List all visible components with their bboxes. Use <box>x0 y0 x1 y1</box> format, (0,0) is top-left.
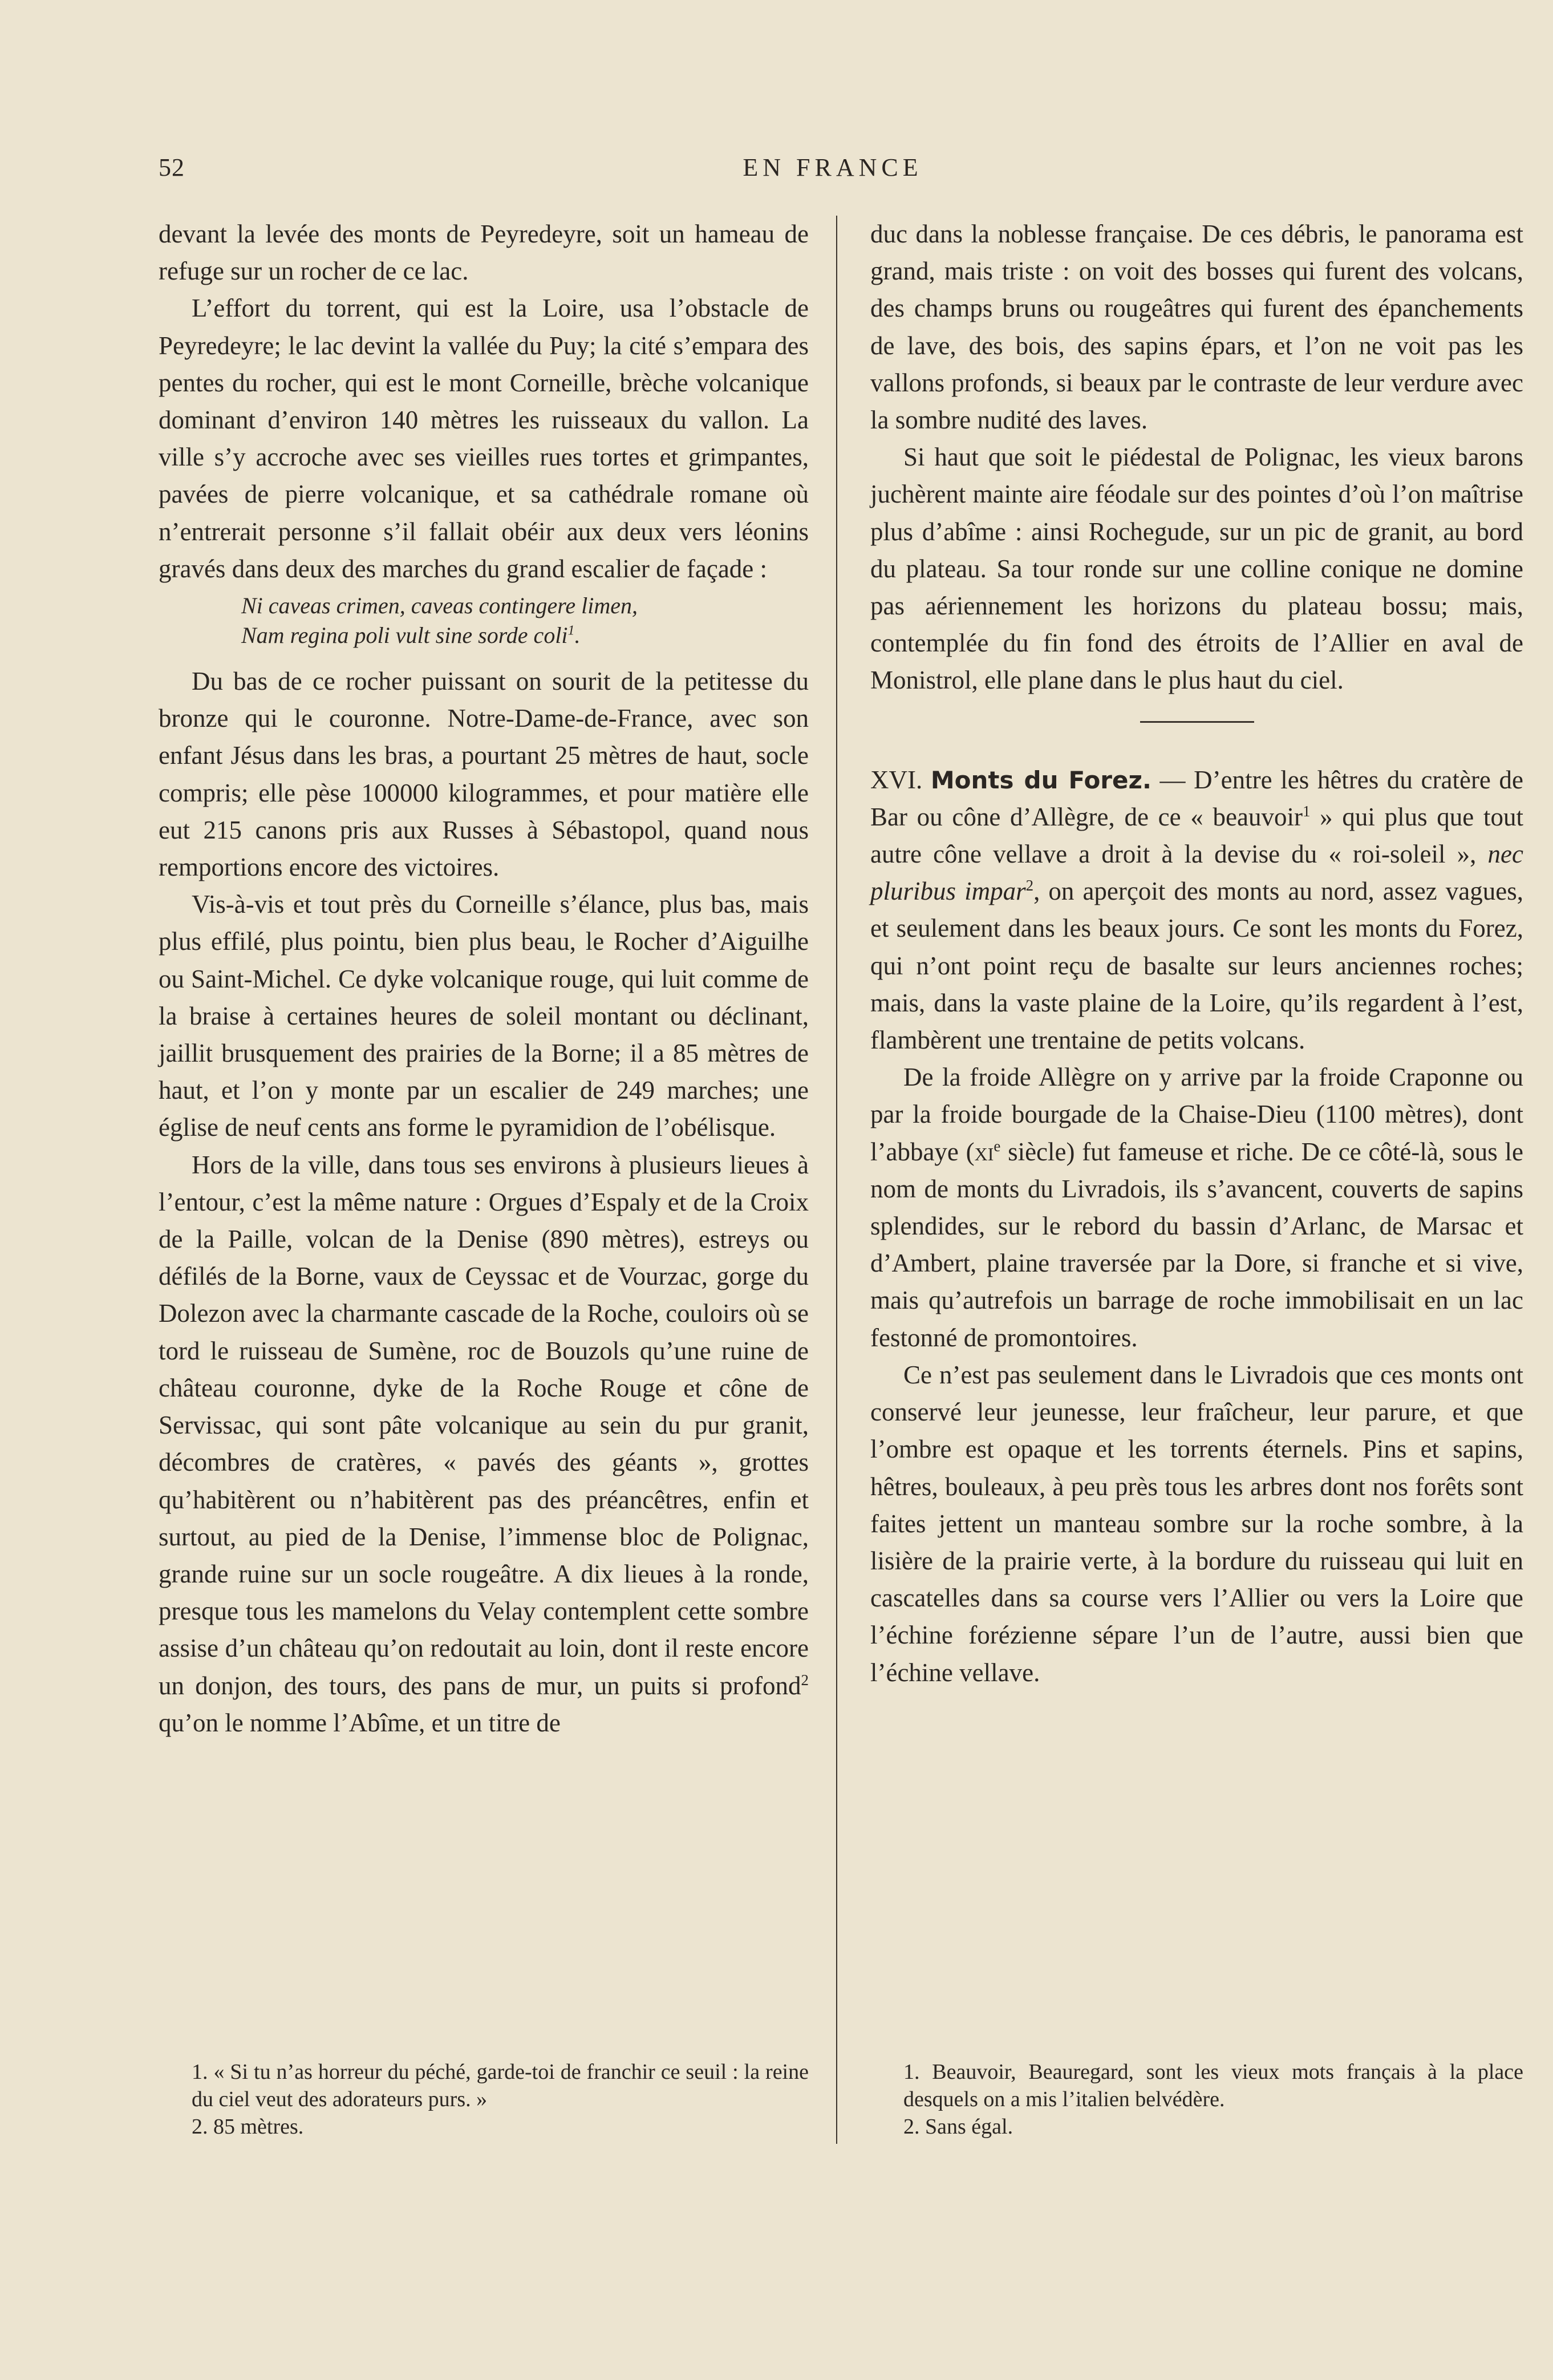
footnote-ref-r2: 2 <box>1025 877 1034 894</box>
century-suffix: e <box>994 1137 1001 1155</box>
page-number: 52 <box>159 153 185 181</box>
left-paragraph-3: Du bas de ce rocher puissant on sourit de la petitesse du bronze qui le couronne. Notre-Dame-de-France, avec son enfant Jésus dans les bras, a pourtant 25 mètres de haut, socle compris; elle pèse 100000 kilogrammes, et pour matière elle eut 215 canons pris aux Russes à Sébastopol, quand nous remportions encore des victoires. <box>159 667 809 882</box>
left-paragraph-2: L’effort du torrent, qui est la Loire, usa l’obstacle de Peyredeyre; le lac devint la vallée du Puy; la cité s’empara des pentes du rocher, qui est le mont Corneille, brèche volcanique dominant d’environ 140 mètres les ruisseaux du vallon. La ville s’y accroche avec ses vieilles rues tortes et grimpantes, pavées de pierre volcanique, et sa cathédrale romane où n’entrerait personne s’il fallait obéir aux deux vers léonins gravés dans deux des marches du grand escalier de façade : <box>159 294 809 583</box>
verse-line-1: Ni caveas crimen, caveas contingere limen, <box>241 593 638 619</box>
footnote-left-2: 2. 85 mètres. <box>192 2115 304 2139</box>
left-footnotes <box>159 2058 809 2140</box>
section-text-a: — D’entre les hêtres du cratère de Bar ou cône d’Allègre, de ce « beauvoir <box>870 765 1524 831</box>
verse-line-2-end: . <box>574 622 581 649</box>
left-column <box>159 216 809 1742</box>
section-xvi-paragraph <box>870 762 1523 1059</box>
left-paragraph-4: Vis-à-vis et tout près du Corneille s’élance, plus bas, mais plus effilé, plus pointu, bien plus beau, le Rocher d’Aiguilhe ou Saint-Michel. Ce dyke volcanique rouge, qui luit comme de la braise à certaines heures de soleil montant ou déclinant, jaillit brusquement des prairies de la Borne; il a 85 mètres de haut, et l’on y monte par un escalier de 249 marches; une église de neuf cents ans forme le pyramidion de l’obélisque. <box>159 890 809 1142</box>
footnote-ref-1: 1 <box>567 623 575 638</box>
left-paragraph-1: devant la levée des monts de Peyredeyre, soit un hameau de refuge sur un rocher de ce lac. <box>159 220 809 286</box>
column-divider <box>836 216 837 2144</box>
right-footnotes <box>870 2058 1523 2140</box>
verse-line-2-text: Nam regina poli vult sine sorde coli <box>241 622 568 649</box>
left-paragraph-5-end: qu’on le nomme l’Abîme, et un titre de <box>159 1708 561 1737</box>
right-paragraph-2: Si haut que soit le piédestal de Polignac, les vieux barons juchèrent mainte aire féodale sur des pointes d’où l’on maîtrise plus d’abîme : ainsi Rochegude, sur un pic de granit, au bord du plateau. Sa tour ronde sur une colline conique ne domine pas aériennement les horizons du plateau bossu; mais, contemplée du fin fond des étroits de l’Allier en aval de Monistrol, elle plane dans le plus haut du ciel. <box>870 443 1523 695</box>
left-paragraph-5-text: Hors de la ville, dans tous ses environs à plusieurs lieues à l’entour, c’est la même nature : Orgues d’Espaly et de la Croix de la Paille, volcan de la Denise (890 mètres), estreys ou défilés de la Borne, vaux de Ceyssac et de Vourzac, gorge du Dolezon avec la charmante cascade de la Roche, couloirs où se tord le ruisseau de Sumène, roc de Bouzols qu’une ruine de château couronne, dyke de la Roche Rouge et cône de Servissac, qui sont pâte volcanique au sein du pur granit, décombres de cratères, « pavés des géants », grottes qu’habitèrent ou n’habitèrent pas des préancêtres, enfin et surtout, au pied de la Denise, l’immense bloc de Polignac, grande ruine sur un socle rougeâtre. A dix lieues à la ronde, presque tous les mamelons du Velay contemplent cette sombre assise d’un château qu’on redoutait au loin, dont il reste encore un donjon, des tours, des pans de mur, un puits si profond <box>159 1150 809 1700</box>
section-text-b: » qui plus que tout autre cône vellave a droit à la devise du « roi-soleil », <box>870 802 1523 869</box>
century-numeral: xi <box>974 1137 994 1166</box>
verse-line-2 <box>159 621 809 650</box>
latin-verse <box>159 591 809 650</box>
footnote-right-1: 1. Beauvoir, Beauregard, sont les vieux mots français à la place desquels on a mis l’italien belvédère. <box>903 2060 1523 2111</box>
motto: nec pluribus impar <box>870 840 1523 906</box>
section-text-c: , on aperçoit des monts au nord, assez vagues, et seulement dans les beaux jours. Ce sont les monts du Forez, qui n’ont point reçu de basalte sur leurs anciennes roches; mais, dans la vaste plaine de la Loire, qu’ils regardent à l’est, flambèrent une trentaine de petits volcans. <box>870 877 1523 1055</box>
left-paragraph-5 <box>159 1147 809 1742</box>
running-head: EN FRANCE <box>743 153 923 181</box>
right-paragraph-4 <box>870 1059 1523 1357</box>
right-paragraph-4-a: De la froide Allègre on y arrive par la froide Craponne ou par la froide bourgade de la Chaise-Dieu (1100 mètres), dont l’abbaye ( <box>870 1063 1523 1166</box>
footnote-right-2: 2. Sans égal. <box>903 2115 1013 2139</box>
section-title: Monts du Forez. <box>930 766 1151 794</box>
right-column <box>870 216 1523 1691</box>
right-paragraph-1: duc dans la noblesse française. De ces débris, le panorama est grand, mais triste : on voit des bosses qui furent des volcans, des champs bruns ou rougeâtres qui furent des épanchements de lave, des bois, des sapins épars, et l’on ne voit pas les vallons profonds, si beaux par le contraste de leur verdure avec la sombre nudité des laves. <box>870 220 1523 435</box>
footnote-ref-r1: 1 <box>1302 802 1311 820</box>
section-separator <box>1140 721 1254 723</box>
footnote-left-1: 1. « Si tu n’as horreur du péché, garde-toi de franchir ce seuil : la reine du ciel veut des adorateurs purs. » <box>192 2060 809 2111</box>
right-paragraph-5: Ce n’est pas seulement dans le Livradois que ces monts ont conservé leur jeunesse, leur fraîcheur, leur parure, et que l’ombre est opaque et les torrents éternels. Pins et sapins, hêtres, bouleaux, à peu près tous les arbres dont nos forêts sont faites jettent un manteau sombre sur la roche sombre, à la lisière de la prairie verte, à la bordure du ruisseau qui luit en cascatelles dans sa course vers l’Allier ou vers la Loire que l’échine forézienne sépare l’un de l’autre, aussi bien que l’échine vellave. <box>870 1360 1523 1687</box>
footnote-ref-2: 2 <box>801 1671 809 1689</box>
right-paragraph-4-b: siècle) fut fameuse et riche. De ce côté-là, sous le nom de monts du Livradois, ils s’avancent, couverts de sapins splendides, sur le rebord du bassin d’Arlanc, de Marsac et d’Ambert, plaine traversée par la Dore, si franche et si vive, mais qu’autrefois un barrage de roche immobilisait en un lac festonné de promontoires. <box>870 1137 1523 1352</box>
section-number: XVI. <box>870 765 923 794</box>
